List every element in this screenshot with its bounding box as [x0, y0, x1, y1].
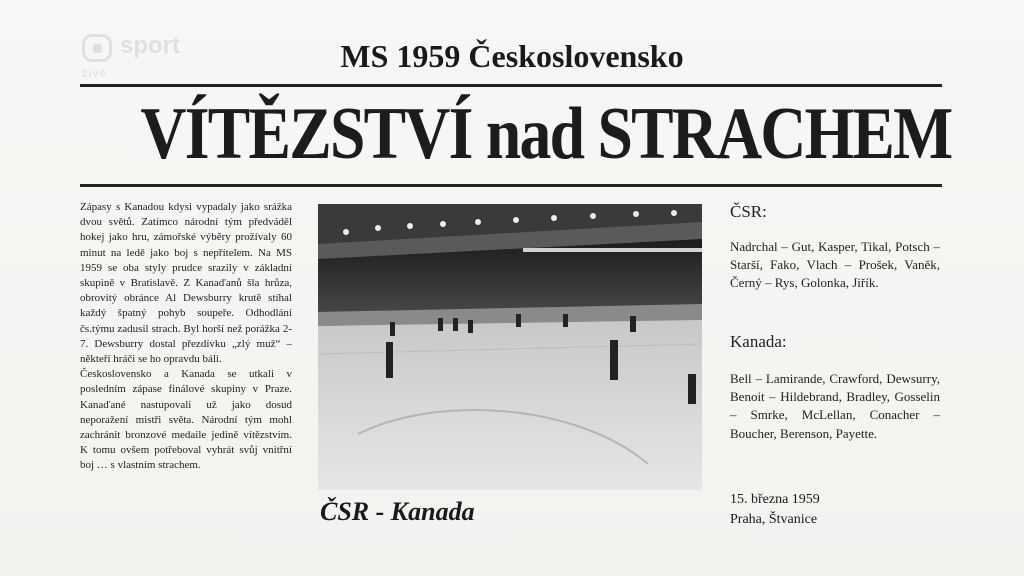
top-rule: [80, 84, 942, 87]
team-name-csr: ČSR:: [730, 202, 767, 221]
bottom-rule: [80, 184, 942, 187]
hockey-photo: [318, 204, 702, 490]
team-name-canada: Kanada:: [730, 332, 787, 351]
headline: VÍTĚZSTVÍ nad STRACHEM: [140, 93, 952, 175]
channel-brand: sport: [120, 32, 180, 59]
match-info: [730, 490, 820, 530]
article-paragraph: Zápasy s Kanadou kdysi vypadaly jako srážka dvou světů. Zatímco národní tým předváděl hokej jako hru, zámořské výběry prožívaly 60 minut na ledě jako boj s nepřítelem. Na MS 1959 se oba styly prudce srazily v základní skupině v Bratislavě. Z Kanaďanů šla hrůza, obrovitý obránce Al Dewsburry krutě stíhal každý špatný pohyb soupeře. Odhodlání čs.týmu zadusil strach. Byl horší než porážka 2-7. Dewsburry dostal přezdívku „zlý muž“ – někteří hráči se ho opravdu báli.: [80, 201, 292, 366]
live-label: živě: [82, 68, 107, 80]
photo-caption: ČSR - Kanada: [320, 497, 475, 526]
match-venue: Praha, Štvanice: [730, 512, 818, 527]
roster-canada: Bell – Lamirande, Crawford, Dewsurry, Benoit – Hildebrand, Bradley, Gosselin – Smrke, McLellan, Conacher – Boucher, Berenson, Payette.: [730, 371, 940, 441]
article-text: [80, 200, 292, 474]
article-paragraph: Československo a Kanada se utkali v posledním zápase finálové skupiny v Praze. Kanaďané nastupovali už jako dosud neporažení mistři světa. Národní tým mohl zachránit bronzové medaile jedině vítězstvím. K tomu ovšem potřeboval vyhrát svůj vnitřní boj … s vlastním strachem.: [80, 368, 292, 472]
match-date: 15. března 1959: [730, 492, 820, 507]
kicker-title: MS 1959 Československo: [340, 38, 684, 74]
roster-csr: Nadrchal – Gut, Kasper, Tikal, Potsch – Starší, Fako, Vlach – Prošek, Vaněk, Černý – Rys, Golonka, Jiřík.: [730, 239, 940, 291]
ice-rink-image: [318, 204, 702, 490]
